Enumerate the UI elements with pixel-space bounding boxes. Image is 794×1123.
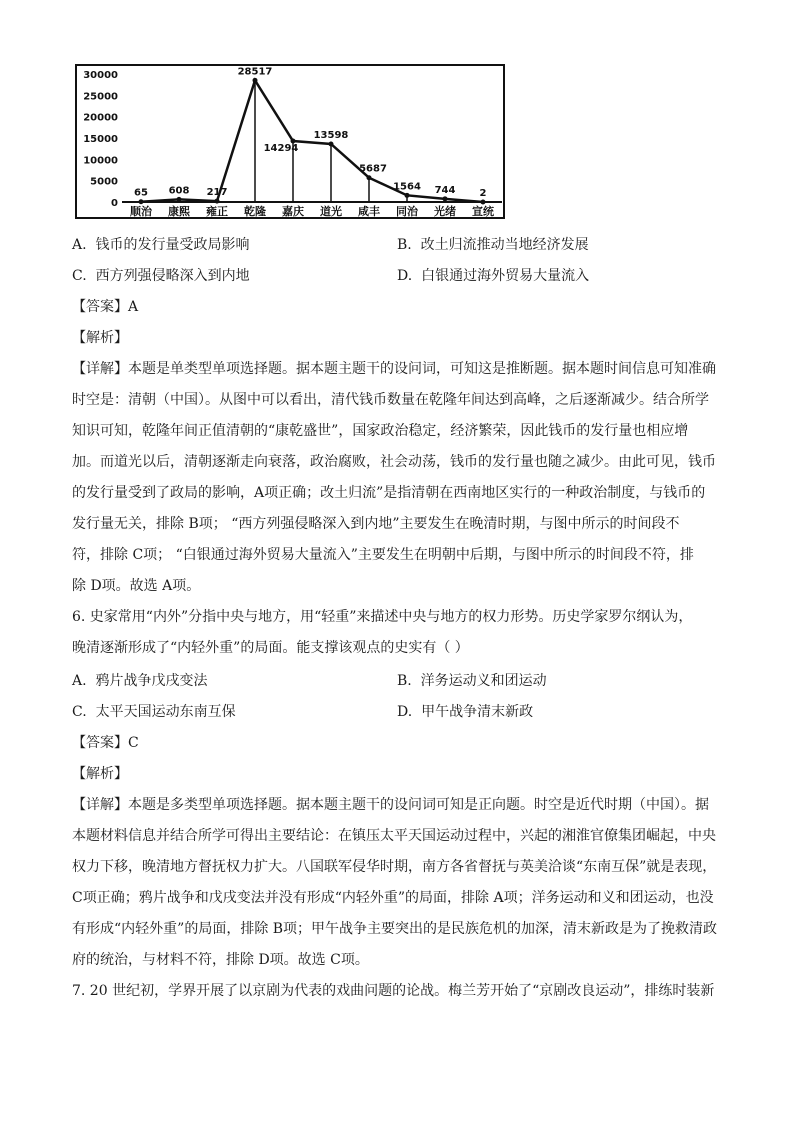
detail-line: C项正确；鸦片战争和戊戌变法并没有形成“内轻外重”的局面，排除 A项；洋务运动和义和团运动，也没 (72, 890, 714, 906)
option-text: 钱币的发行量受政局影响 (95, 237, 250, 253)
data-point (253, 78, 258, 83)
x-tick-label: 咸丰 (358, 205, 380, 218)
detail-line: 加。而道光以后，清朝逐渐走向衰落，政治腐败，社会动荡，钱币的发行量也随之减少。由此可见，钱币 (72, 454, 716, 470)
q7-stem (72, 981, 722, 1012)
q6-stem (72, 607, 722, 669)
data-label: 217 (206, 187, 228, 199)
detail-line: 【详解】本题是多类型单项选择题。据本题主题干的设问词可知是正向题。时空是近代时期（中国）。据 (72, 797, 709, 813)
x-tick-label: 嘉庆 (282, 205, 304, 218)
data-point (215, 199, 220, 204)
data-point (443, 196, 448, 201)
q5-option-b (397, 235, 589, 255)
y-tick-label: 0 (111, 198, 118, 209)
coin-issuance-chart (72, 62, 508, 220)
analysis-tag: 【解析】 (72, 766, 128, 782)
series-line (141, 80, 483, 202)
option-letter: C. (72, 704, 87, 720)
detail-line: 发行量无关，排除 B项； “西方列强侵略深入到内地”主要发生在晚清时期，与图中所示的时间段不 (72, 516, 680, 532)
y-tick-label: 20000 (83, 112, 118, 124)
x-tick-label: 顺治 (130, 205, 152, 218)
q5-detail (72, 359, 722, 607)
data-label: 1564 (393, 181, 421, 193)
option-text: 白银通过海外贸易大量流入 (421, 268, 590, 284)
data-point (329, 141, 334, 146)
y-tick-label: 30000 (83, 70, 118, 81)
data-point (405, 193, 410, 198)
option-text: 鸦片战争戊戌变法 (95, 673, 208, 689)
detail-line: 知识可知，乾隆年间正值清朝的“康乾盛世”，国家政治稳定，经济繁荣，因此钱币的发行量也相应增 (72, 423, 689, 439)
analysis-tag: 【解析】 (72, 330, 128, 346)
q6-option-c (72, 702, 236, 722)
q5-option-a (72, 235, 249, 255)
option-text: 改土归流推动当地经济发展 (420, 237, 589, 253)
stem-line: 7. 20 世纪初，学界开展了以京剧为代表的戏曲问题的论战。梅兰芳开始了“京剧改良运动”，排练时装新 (72, 983, 715, 999)
option-text: 洋务运动义和团运动 (420, 673, 547, 689)
option-letter: D. (397, 268, 413, 284)
x-tick-label: 光绪 (434, 205, 456, 218)
answer-tag: 【答案】 (72, 735, 128, 751)
option-letter: C. (72, 268, 87, 284)
data-point (177, 197, 182, 202)
y-tick-label: 10000 (83, 155, 118, 167)
data-point (367, 175, 372, 180)
option-letter: A. (72, 237, 87, 253)
q6-option-b (397, 671, 547, 691)
option-letter: B. (397, 673, 412, 689)
option-letter: D. (397, 704, 413, 720)
option-text: 西方列强侵略深入到内地 (95, 268, 250, 284)
data-label: 5687 (359, 163, 387, 175)
data-point (481, 199, 486, 204)
answer-tag: 【答案】 (72, 299, 128, 315)
detail-line: 的发行量受到了政局的影响，A项正确；改土归流”是指清朝在西南地区实行的一种政治制度，与钱币的 (72, 485, 706, 501)
data-label: 28517 (237, 66, 273, 78)
x-tick-label: 宣统 (472, 205, 494, 218)
data-label: 14294 (263, 143, 299, 155)
data-label: 13598 (313, 129, 349, 141)
q6-detail (72, 795, 722, 981)
detail-line: 本题材料信息并结合所学可得出主要结论：在镇压太平天国运动过程中，兴起的湘淮官僚集团崛起，中央 (72, 828, 716, 844)
chart-svg (72, 62, 508, 220)
option-letter: B. (397, 237, 412, 253)
q6-option-d (397, 702, 533, 722)
answer-value: C (128, 735, 139, 751)
q5-option-d (397, 266, 589, 286)
option-text: 太平天国运动东南互保 (95, 704, 236, 720)
y-tick-label: 15000 (83, 134, 118, 145)
q6-option-a (72, 671, 207, 691)
y-tick-label: 25000 (83, 91, 118, 103)
data-point (139, 199, 144, 204)
x-tick-label: 道光 (320, 205, 342, 218)
detail-line: 时空是：清朝（中国）。从图中可以看出，清代钱币数量在乾隆年间达到高峰，之后逐渐减少。结合所学 (72, 392, 709, 408)
option-text: 甲午战争清末新政 (421, 704, 534, 720)
x-tick-label: 乾隆 (244, 205, 266, 218)
q5-answer (72, 297, 722, 317)
detail-line: 除 D项。故选 A项。 (72, 578, 201, 594)
q5-option-c (72, 266, 250, 286)
stem-line: 晚清逐渐形成了“内轻外重”的局面。能支撑该观点的史实有（ ） (72, 640, 469, 656)
data-label: 2 (479, 187, 487, 199)
detail-line: 府的统治，与材料不符，排除 D项。故选 C项。 (72, 952, 369, 968)
answer-value: A (128, 299, 139, 315)
q5-analysis-tag (72, 328, 722, 348)
detail-line: 权力下移，晚清地方督抚权力扩大。八国联军侵华时期，南方各省督抚与英美洽谈“东南互保”就是表现， (72, 859, 717, 875)
data-label: 744 (434, 184, 456, 196)
option-letter: A. (72, 673, 87, 689)
q6-analysis-tag (72, 764, 722, 784)
y-tick-label: 5000 (90, 176, 118, 188)
q6-answer (72, 733, 722, 753)
data-label: 608 (168, 185, 190, 197)
stem-line: 6. 史家常用“内外”分指中央与地方，用“轻重”来描述中央与地方的权力形势。历史学家罗尔纲认为， (72, 609, 693, 625)
x-tick-label: 同治 (396, 205, 418, 218)
detail-line: 符，排除 C项； “白银通过海外贸易大量流入”主要发生在明朝中后期，与图中所示的时间段不符，排 (72, 547, 694, 563)
detail-line: 【详解】本题是单类型单项选择题。据本题主题干的设问词，可知这是推断题。据本题时间信息可知准确 (72, 361, 716, 377)
x-tick-label: 雍正 (206, 205, 228, 218)
detail-line: 有形成“内轻外重”的局面，排除 B项；甲午战争主要突出的是民族危机的加深，清末新政是为了挽救清政 (72, 921, 718, 937)
data-label: 65 (134, 187, 148, 199)
x-tick-label: 康熙 (168, 205, 190, 218)
